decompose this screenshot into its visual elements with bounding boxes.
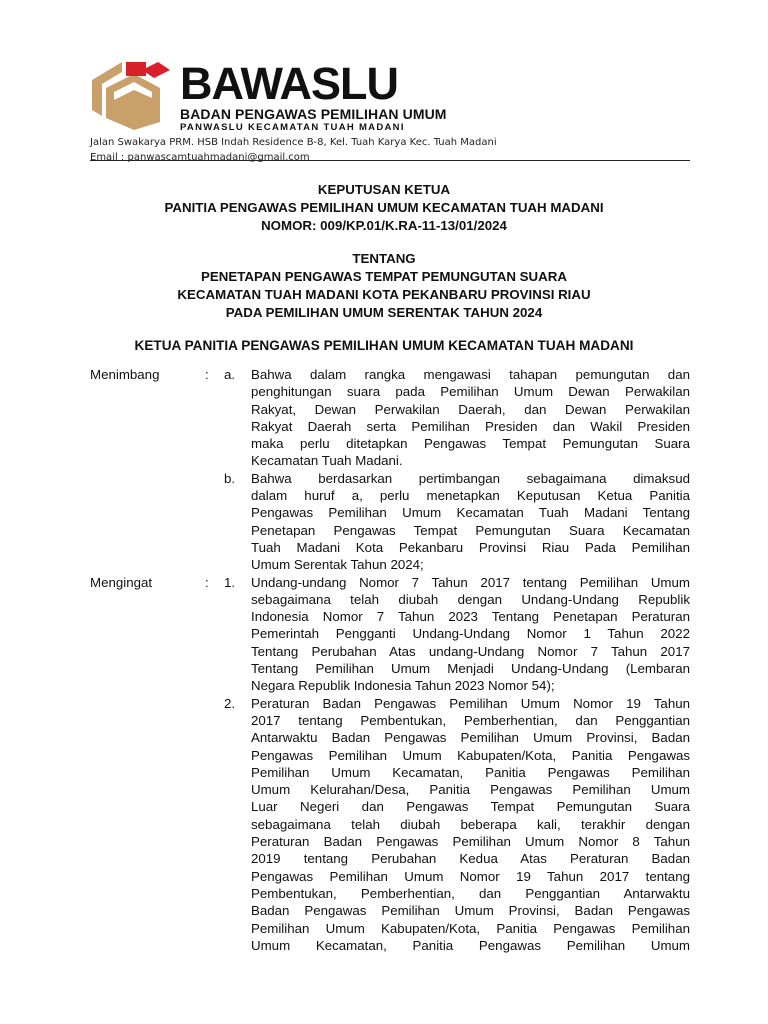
item-marker: 2. <box>224 695 236 711</box>
text-line: Indonesia Nomor 7 Tahun 2023 Tentang Penetapan Peraturan <box>251 609 690 625</box>
text-line: maka perlu ditetapkan Pengawas Tempat Pemungutan Suara <box>251 436 690 452</box>
email-line: Email : panwascamtuahmadani@gmail.com <box>90 152 310 163</box>
list-item <box>90 695 690 954</box>
text-line: 2017 tentang Pembentukan, Pemberhentian, dan Penggantian <box>251 712 690 728</box>
org-short-name: BAWASLU <box>180 58 398 109</box>
text-line: dalam huruf a, perlu menetapkan Keputusan Ketua Panitia <box>251 488 690 504</box>
text-line: Rakyat, Dewan Perwakilan Daerah, dan Dewan Perwakilan <box>251 401 690 417</box>
decree-issuer: PANITIA PENGAWAS PEMILIHAN UMUM KECAMATAN TUAH MADANI <box>164 200 604 215</box>
text-line: Peraturan Badan Pengawas Pemilihan Umum Nomor 19 Tahun <box>251 695 690 711</box>
text-line: Tentang Perubahan Atas undang-Undang Nomor 7 Tahun 2017 <box>251 643 690 659</box>
text-line: 2019 tentang Perubahan Kedua Atas Peraturan Badan <box>251 851 690 867</box>
org-full-name: BADAN PENGAWAS PEMILIHAN UMUM <box>180 106 447 122</box>
decree-number: NOMOR: 009/KP.01/K.RA-11-13/01/2024 <box>261 218 507 233</box>
list-item <box>90 574 690 695</box>
text-line: Umum Serentak Tahun 2024; <box>251 557 424 573</box>
address-line: Jalan Swakarya PRM. HSB Indah Residence B-8, Kel. Tuah Karya Kec. Tuah Madani <box>90 137 497 148</box>
text-line: Kecamatan Tuah Madani. <box>251 453 403 469</box>
section-colon: : <box>205 367 209 382</box>
section-label: Menimbang <box>90 367 160 382</box>
letterhead-divider <box>90 160 690 161</box>
text-line: Umum Kecamatan, Panitia Pengawas Pemilihan Umum <box>251 937 690 953</box>
text-line: sebagaimana telah diubah dengan Undang-Undang Republik <box>251 591 690 607</box>
text-line: Pemerintah Pengganti Undang-Undang Nomor 1 Tahun 2022 <box>251 626 690 642</box>
text-line: Tentang Pemilihan Umum Menjadi Undang-Undang (Lembaran <box>251 661 690 677</box>
chair-title: KETUA PANITIA PENGAWAS PEMILIHAN UMUM KECAMATAN TUAH MADANI <box>134 338 634 353</box>
subject-line-1: PENETAPAN PENGAWAS TEMPAT PEMUNGUTAN SUARA <box>201 269 567 284</box>
chair-heading <box>0 337 768 355</box>
decree-subject <box>0 250 768 322</box>
text-line: Pengawas Pemilihan Umum Nomor 19 Tahun 2017 tentang <box>251 868 690 884</box>
letterhead <box>90 58 690 163</box>
text-line: Negara Republik Indonesia Tahun 2023 Nomor 54); <box>251 678 555 694</box>
text-line: Undang-undang Nomor 7 Tahun 2017 tentang Pemilihan Umum <box>251 574 690 590</box>
decree-title: KEPUTUSAN KETUA <box>317 182 451 197</box>
text-line: Antarwaktu Badan Pengawas Pemilihan Umum Provinsi, Badan <box>251 730 690 746</box>
text-line: Pemilihan Umum Kabupaten/Kota, Panitia Pengawas Pemilihan <box>251 920 690 936</box>
text-line: Umum Kelurahan/Desa, Panitia Pengawas Pemilihan Umum <box>251 782 690 798</box>
subject-line-2: KECAMATAN TUAH MADANI KOTA PEKANBARU PROVINSI RIAU <box>177 287 591 302</box>
text-line: Penetapan Pengawas Tempat Pemungutan Suara Kecamatan <box>251 522 690 538</box>
section-menimbang <box>90 366 690 574</box>
text-line: Pengawas Pemilihan Umum Kabupaten/Kota, Panitia Pengawas <box>251 747 690 763</box>
bawaslu-logo-icon <box>90 62 174 130</box>
text-line: Pengawas Pemilihan Umum Kecamatan Tuah Madani Tentang <box>251 505 690 521</box>
list-item <box>90 366 690 470</box>
decree-body <box>90 366 690 954</box>
text-line: Peraturan Badan Pengawas Pemilihan Umum Nomor 8 Tahun <box>251 834 690 850</box>
text-line: Bahwa dalam rangka mengawasi tahapan pemungutan dan <box>251 367 690 382</box>
item-marker: 1. <box>224 574 236 590</box>
text-line: Badan Pengawas Pemilihan Umum Provinsi, Badan Pengawas <box>251 903 690 919</box>
text-line: sebagaimana telah diubah beberapa kali, terakhir dengan <box>251 816 690 832</box>
brand-block <box>180 58 447 134</box>
section-colon: : <box>205 574 209 590</box>
text-line: Pemilihan Umum Kecamatan, Panitia Pengawas Pemilihan <box>251 764 690 780</box>
text-line: Tuah Madani Kota Pekanbaru Provinsi Riau Pada Pemilihan <box>251 539 690 555</box>
text-line: penghitungan suara pada Pemilihan Umum Dewan Perwakilan <box>251 384 690 400</box>
org-unit: PANWASLU KECAMATAN TUAH MADANI <box>180 122 405 133</box>
about-label: TENTANG <box>352 251 416 266</box>
text-line: Bahwa berdasarkan pertimbangan sebagaimana dimaksud <box>251 470 690 486</box>
item-marker: a. <box>224 367 236 382</box>
section-mengingat <box>90 574 690 955</box>
item-marker: b. <box>224 470 236 486</box>
subject-line-3: PADA PEMILIHAN UMUM SERENTAK TAHUN 2024 <box>225 305 543 320</box>
text-line: Pembentukan, Pemberhentian, dan Penggantian Antarwaktu <box>251 885 690 901</box>
list-item <box>90 470 690 574</box>
text-line: Rakyat Daerah serta Pemilihan Presiden dan Wakil Presiden <box>251 418 690 434</box>
text-line: Luar Negeri dan Pengawas Tempat Pemungutan Suara <box>251 799 690 815</box>
section-label: Mengingat <box>90 574 153 590</box>
decree-heading <box>0 181 768 235</box>
